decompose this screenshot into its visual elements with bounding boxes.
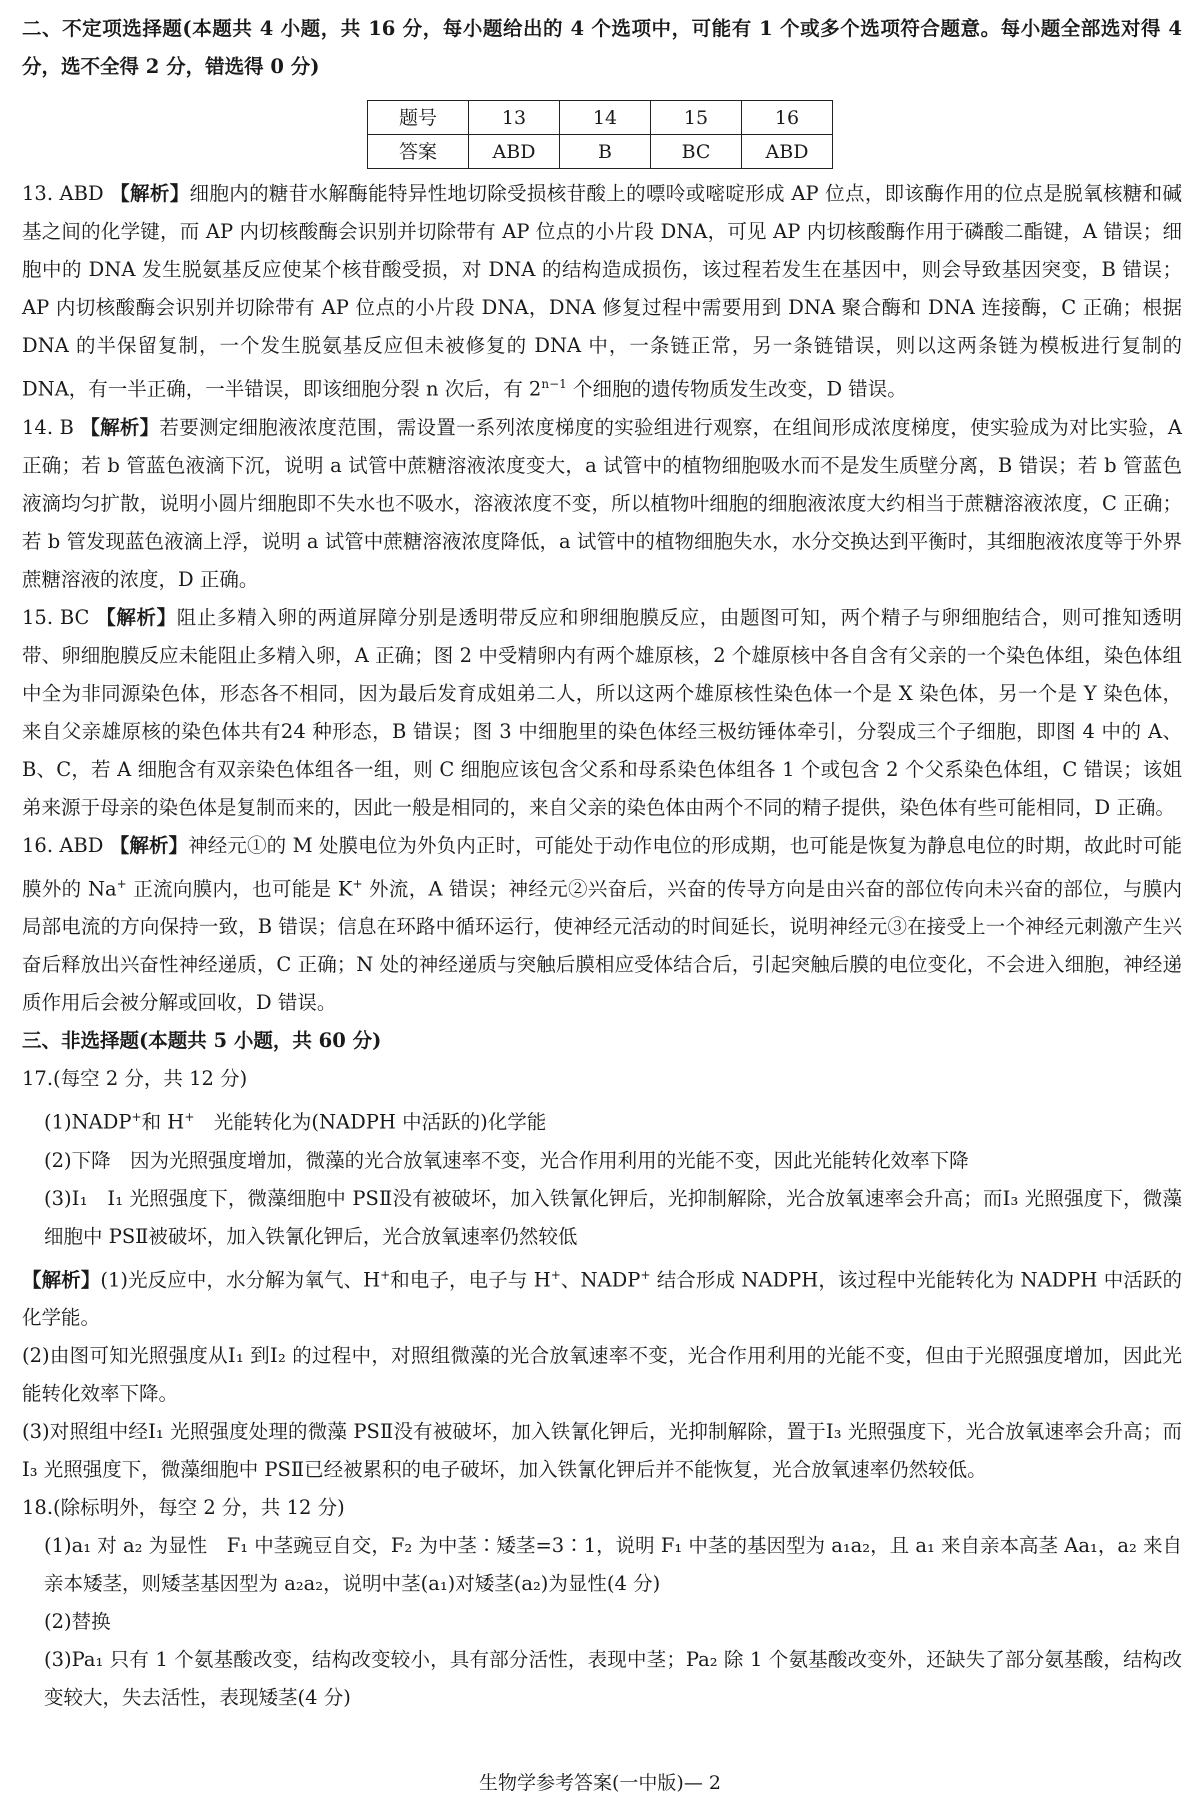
q14-answer: 14. B	[22, 415, 74, 439]
q16-text-b: 正流向膜内，也可能是 K	[126, 877, 353, 900]
q17-ex1-sup1: +	[380, 1267, 391, 1282]
q17-answer-2: (2)下降 因为光照强度增加，微藻的光合放氧速率不变，光合作用利用的光能不变，因此光能转化效率下降	[44, 1148, 969, 1172]
table-cell-number: 13	[469, 101, 560, 135]
table-cell-number: 16	[742, 101, 833, 135]
q17-explanation-3: (3)对照组中经Ⅰ₁ 光照强度处理的微藻 PSⅡ没有被破坏，加入铁氰化钾后，光抑制解除，置于Ⅰ₃ 光照强度下，光合放氧速率会升高；而Ⅰ₃ 光照强度下，微藻细胞中 PSⅡ已经被累积的电子破坏，加入铁氰化钾后并不能恢复，光合放氧速率仍然较低。	[22, 1420, 1182, 1481]
q15-analysis-tag: 【解析】	[96, 605, 177, 629]
question-13	[22, 175, 1182, 409]
question-16	[22, 827, 1182, 1023]
q13-answer: 13. ABD	[22, 182, 104, 205]
q15-text: 阻止多精入卵的两道屏障分别是透明带反应和卵细胞膜反应，由题图可知，两个精子与卵细胞结合，则可推知透明带、卵细胞膜反应未能阻止多精入卵，A 正确；图 2 中受精卵内有两个雄原核，2 个雄原核中各自含有父亲的一个染色体组，染色体组中全为非同源染色体，形态各不相同，因为最后发育成姐弟二人，所以这两个雄原核性染色体一个是 X 染色体，另一个是 Y 染色体，来自父亲雄原核的染色体共有24 种形态，B 错误；图 3 中细胞里的染色体经三极纺锤体牵引，分裂成三个子细胞，即图 4 中的 A、B、C，若 A 细胞含有双亲染色体组各一组，则 C 细胞应该包含父系和母系染色体组各 1 个或包含 2 个父系染色体组，C 错误；该姐弟来源于母亲的染色体是复制而来的，因此一般是相同的，来自父亲的染色体由两个不同的精子提供，染色体有些可能相同，D 正确。	[22, 605, 1182, 819]
q13-text: 细胞内的糖苷水解酶能特异性地切除受损核苷酸上的嘌呤或嘧啶形成 AP 位点，即该酶作用的位点是脱氧核糖和碱基之间的化学键，而 AP 内切核酸酶会识别并切除带有 AP 位点的小片段 DNA，可见 AP 内切核酸酶作用于磷酸二酯键，A 错误；细胞中的 DNA 发生脱氨基反应使某个核苷酸受损，对 DNA 的结构造成损伤，该过程若发生在基因中，则会导致基因突变，B 错误；AP 内切核酸酶会识别并切除带有 AP 位点的小片段 DNA，DNA 修复过程中需要用到 DNA 聚合酶和 DNA 连接酶，C 正确；根据 DNA 的半保留复制，一个发生脱氨基反应但未被修复的 DNA 中，一条链正常，另一条链错误，则以这两条链为模板进行复制的 DNA，有一半正确，一半错误，即该细胞分裂 n 次后，有 2	[22, 182, 1182, 401]
q17-a1-sup2: +	[184, 1110, 195, 1124]
q16-analysis-tag: 【解析】	[109, 833, 189, 857]
section-3-title: 三、非选择题(本题共 5 小题，共 60 分)	[22, 1029, 382, 1052]
q17-a1-end: 光能转化为(NADPH 中活跃的)化学能	[194, 1110, 547, 1134]
q17-ex1-sup3: +	[640, 1267, 651, 1282]
q17-a1-mid: 和 H	[141, 1110, 185, 1134]
question-14	[22, 409, 1182, 599]
answer-table	[367, 100, 833, 169]
table-header-answer: 答案	[368, 135, 469, 169]
section-2-title: 二、不定项选择题(本题共 4 小题，共 16 分，每小题给出的 4 个选项中，可能有 1 个或多个选项符合题意。每小题全部选对得 4 分，选不全得 2 分，错选得 0 分)	[22, 17, 1182, 78]
answer-table-row-answers	[368, 135, 833, 169]
q18-answer-2: (2)替换	[44, 1610, 111, 1633]
q17-analysis-tag: 【解析】	[22, 1268, 101, 1291]
table-header-number: 题号	[368, 101, 469, 135]
q15-answer: 15. BC	[22, 605, 90, 629]
q14-text: 若要测定细胞液浓度范围，需设置一系列浓度梯度的实验组进行观察，在组间形成浓度梯度，使实验成为对比实验，A 正确；若 b 管蓝色液滴下沉，说明 a 试管中蔗糖溶液浓度变大，a 试管中的植物细胞吸水而不是发生质壁分离，B 错误；若 b 管蓝色液滴均匀扩散，说明小圆片细胞即不失水也不吸水，溶液浓度不变，所以植物叶细胞的细胞液浓度大约相当于蔗糖溶液浓度，C 正确；若 b 管发现蓝色液滴上浮，说明 a 试管中蔗糖溶液浓度降低，a 试管中的植物细胞失水，水分交换达到平衡时，其细胞液浓度等于外界蔗糖溶液的浓度，D 正确。	[22, 415, 1182, 591]
q17-heading: 17.(每空 2 分，共 12 分)	[22, 1067, 248, 1090]
table-cell-answer: BC	[651, 135, 742, 169]
q16-answer: 16. ABD	[22, 833, 104, 857]
table-cell-number: 14	[560, 101, 651, 135]
q17-ex1-b: 和电子，电子与 H	[390, 1268, 551, 1291]
q17-ex1-d: 结合形成 NADPH，该过程中光能转化为 NADPH 中活跃的化学能。	[22, 1268, 1182, 1329]
table-cell-answer: ABD	[469, 135, 560, 169]
q17-answer-1	[22, 1098, 1182, 1142]
table-cell-answer: B	[560, 135, 651, 169]
q18-heading: 18.(除标明外，每空 2 分，共 12 分)	[22, 1496, 345, 1519]
q14-analysis-tag: 【解析】	[80, 415, 160, 439]
q13-analysis-tag: 【解析】	[110, 182, 190, 205]
answer-table-row-numbers	[368, 101, 833, 135]
table-cell-number: 15	[651, 101, 742, 135]
q16-sup-a: +	[116, 876, 127, 891]
q17-answer-3: (3)Ⅰ₁ Ⅰ₁ 光照强度下，微藻细胞中 PSⅡ没有被破坏，加入铁氰化钾后，光抑制解除，光合放氧速率会升高；而Ⅰ₃ 光照强度下，微藻细胞中 PSⅡ被破坏，加入铁氰化钾后，光合放氧速率仍然较低	[44, 1186, 1182, 1248]
q16-text-c: 外流，A 错误；神经元②兴奋后，兴奋的传导方向是由兴奋的部位传向未兴奋的部位，与膜内局部电流的方向保持一致，B 错误；信息在环路中循环运行，使神经元活动的时间延长，说明神经元③在接受上一个神经元刺激产生兴奋后释放出兴奋性神经递质，C 正确；N 处的神经递质与突触后膜相应受体结合后，引起突触后膜的电位变化，不会进入细胞，神经递质作用后会被分解或回收，D 错误。	[22, 877, 1182, 1014]
q17-ex1-sup2: +	[550, 1267, 561, 1282]
q17-explanation-1	[22, 1256, 1182, 1338]
q17-ex1-a: (1)光反应中，水分解为氧气、H	[100, 1268, 381, 1291]
q18-answer-1: (1)a₁ 对 a₂ 为显性 F₁ 中茎豌豆自交，F₂ 为中茎∶矮茎=3∶1，说明 F₁ 中茎的基因型为 a₁a₂，且 a₁ 来自亲本高茎 Aa₁，a₂ 来自亲本矮茎，则矮茎基因型为 a₂a₂，说明中茎(a₁)对矮茎(a₂)为显性(4 分)	[44, 1534, 1182, 1595]
q18-answer-3: (3)Pa₁ 只有 1 个氨基酸改变，结构改变较小，具有部分活性，表现中茎；Pa₂ 除 1 个氨基酸改变外，还缺失了部分氨基酸，结构改变较大，失去活性，表现矮茎(4 分)	[44, 1648, 1182, 1709]
q13-superscript: n−1	[541, 377, 567, 391]
q17-explanation-2: (2)由图可知光照强度从Ⅰ₁ 到Ⅰ₂ 的过程中，对照组微藻的光合放氧速率不变，光合作用利用的光能不变，但由于光照强度增加，因此光能转化效率下降。	[22, 1344, 1182, 1405]
q13-text-end: 个细胞的遗传物质发生改变，D 错误。	[566, 377, 907, 401]
question-15	[22, 599, 1182, 827]
q17-ex1-c: 、NADP	[560, 1268, 641, 1291]
q16-text-a: 神经元①的 M 处膜电位为外负内正时，可能处于动作电位的形成期，也可能是恢复为静息电位的时期，故此时可能膜外的 Na	[22, 833, 1182, 900]
q16-sup-b: +	[352, 876, 363, 891]
q17-a1-text: (1)NADP	[44, 1110, 132, 1134]
document-content	[22, 10, 1182, 1717]
page-footer: 生物学参考答案(一中版)— 2	[479, 1772, 721, 1794]
table-cell-answer: ABD	[742, 135, 833, 169]
q17-a1-sup1: +	[131, 1110, 142, 1124]
